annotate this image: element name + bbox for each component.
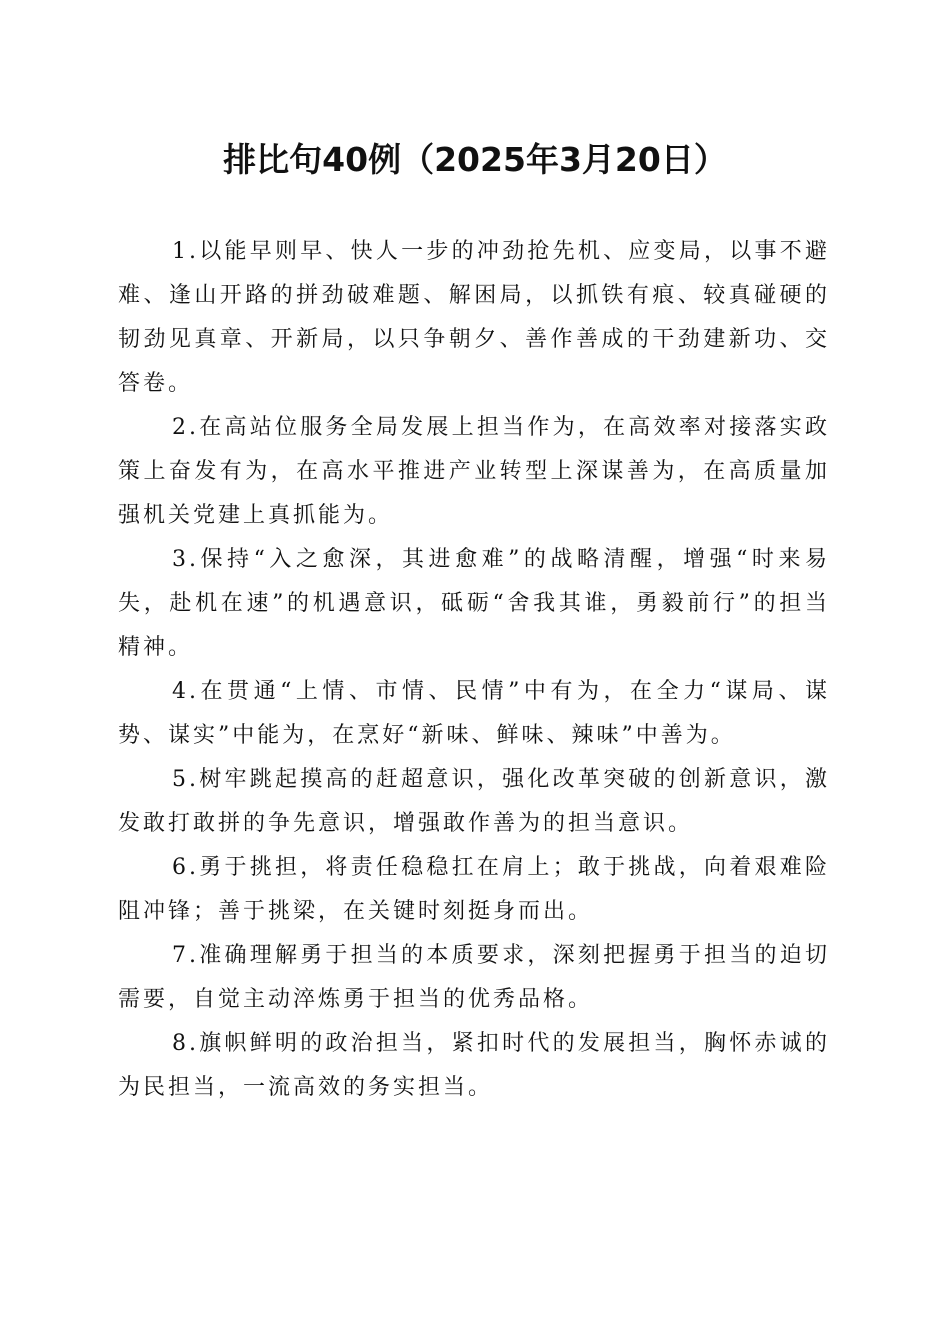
paragraph-5: 5.树牢跳起摸高的赶超意识，强化改革突破的创新意识，激发敢打敢拼的争先意识，增强敢作善为的担当意识。 — [118, 767, 830, 836]
paragraph-2: 2.在高站位服务全局发展上担当作为，在高效率对接落实政策上奋发有为，在高水平推进产业转型上深谋善为，在高质量加强机关党建上真抓能为。 — [118, 415, 830, 528]
paragraph-1: 1.以能早则早、快人一步的冲劲抢先机、应变局，以事不避难、逢山开路的拼劲破难题、解困局，以抓铁有痕、较真碰硬的韧劲见真章、开新局，以只争朝夕、善作善成的干劲建新功、交答卷。 — [118, 239, 830, 396]
paragraph-6: 6.勇于挑担，将责任稳稳扛在肩上；敢于挑战，向着艰难险阻冲锋；善于挑梁，在关键时刻挺身而出。 — [118, 855, 830, 924]
document-title: 排比句40例（2025年3月20日） — [223, 140, 727, 179]
document-body — [118, 230, 830, 1110]
paragraph-4: 4.在贯通“上情、市情、民情”中有为，在全力“谋局、谋势、谋实”中能为，在烹好“新味、鲜味、辣味”中善为。 — [118, 679, 830, 748]
paragraph-3: 3.保持“入之愈深，其进愈难”的战略清醒，增强“时来易失，赴机在速”的机遇意识，砥砺“舍我其谁，勇毅前行”的担当精神。 — [118, 547, 830, 660]
paragraph-7: 7.准确理解勇于担当的本质要求，深刻把握勇于担当的迫切需要，自觉主动淬炼勇于担当的优秀品格。 — [118, 943, 830, 1012]
paragraph-8: 8.旗帜鲜明的政治担当，紧扣时代的发展担当，胸怀赤诚的为民担当，一流高效的务实担当。 — [118, 1031, 830, 1100]
